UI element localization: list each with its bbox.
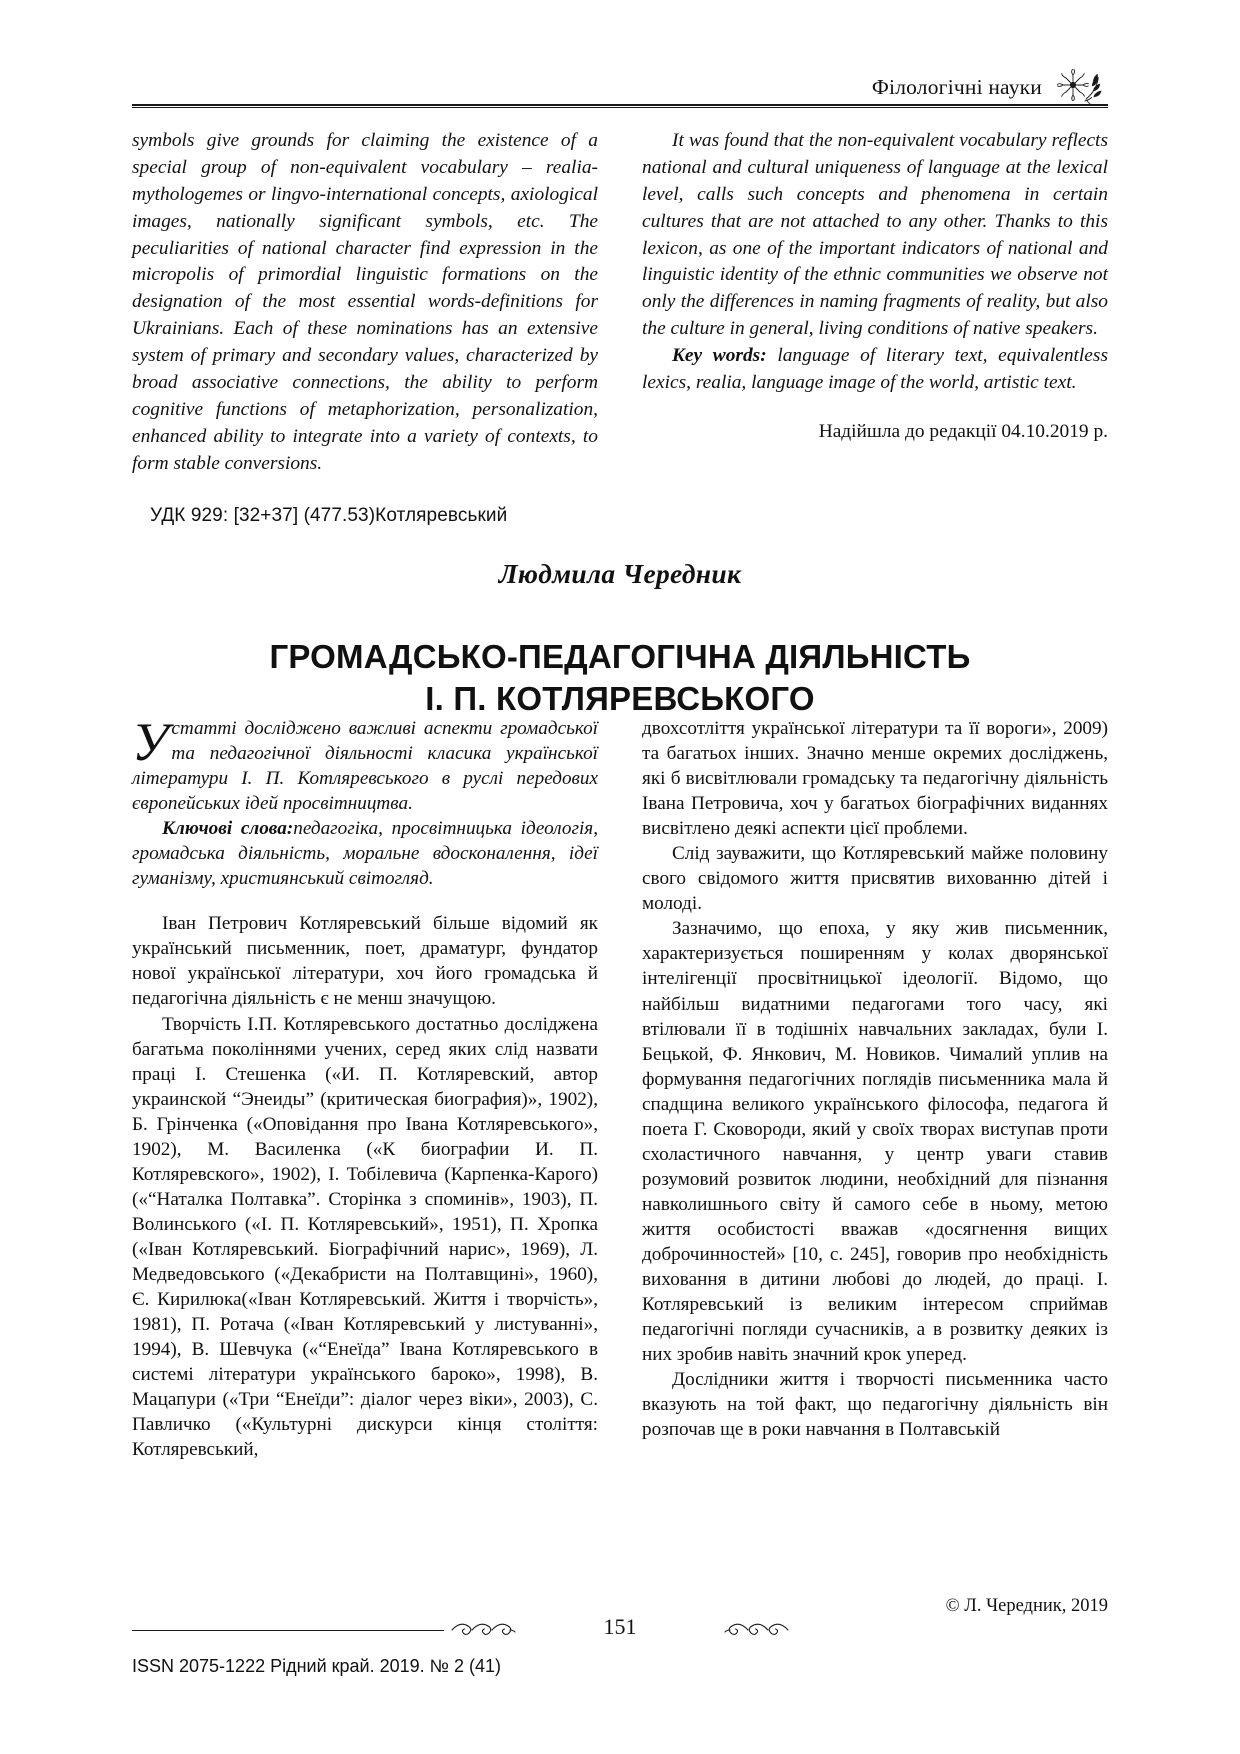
article-title [132,636,1108,720]
article-author: Людмила Чередник [498,558,742,589]
copyright-notice: © Л. Чередник, 2019 [945,1596,1108,1616]
drop-cap: У [132,712,169,772]
body-paragraph: Слід зауважити, що Котляревський майже половину свого свідомого життя присвятив вихованню дітей і молоді. [642,843,1108,915]
abstract-en-findings: It was found that the non-equivalent vocabulary reflects national and cultural uniqueness of language at the lexical level, calls such concepts and phenomena in certain cultures that are not attached to any other. Thanks to this lexicon, as one of the important indicators of national and linguistic identity of the ethnic communities we observe not only the differences in naming fragments of reality, but also the culture in general, living conditions of native speakers. [642,130,1108,340]
issn-line: ISSN 2075-1222 Рідний край. 2019. № 2 (41) [132,1656,501,1676]
floral-ornament-icon [1056,66,1108,106]
body-paragraph: Зазначимо, що епоха, у яку жив письменник, характеризується поширенням у колах дворянської інтелігенції просвітницької ідеології. Відомо, що найбільш видатними педагогами того часу, які втілювали її в тодішніх навчальних закладах, були І. Бецькой, Ф. Янкович, М. Новиков. Чималий уплив на формування педагогічних поглядів письменника мала й спадщина великого українського філософа, педагога й поета Г. Сковороди, який у своїх творах виступав проти схоластичного навчання, у центр уваги ставив розумовий розвиток людини, необхідний для пізнання навколишнього світу й самого себе в ньому, метою життя особистості вважав «досягнення вищих доброчинностей» [10, с. 245], говорив про необхідність виховання в дитини любові до людей, до праці. І. Котляревський із великим інтересом сприймав педагогічні погляди сучасників, а в розвитку деяких із них зробив навіть значний крок уперед. [642,918,1108,1366]
abstract-block [132,128,1108,477]
footer-rule-row [132,1596,1108,1646]
body-paragraph [642,716,1108,841]
article-title-line2: І. П. КОТЛЯРЕВСЬКОГО [425,680,815,718]
keywords-uk-label: Ключові слова: [162,818,294,840]
article-abstract-uk-text: статті досліджено важливі аспекти громадської та педагогічної діяльності класика української літератури І. П. Котляревського в руслі передових європейських ідей просвітництва. [132,718,598,815]
running-head-text: Філологічні науки [871,74,1042,99]
body-column-left [132,712,598,1462]
body-paragraph: Дослідники життя і творчості письменника часто вказують на той факт, що педагогічну діяльність він розпочав ще в роки навчання в Полтавській [642,1369,1108,1441]
page-number: 151 [603,1614,637,1639]
body-paragraph-part1: двохсотліття української літератури та її вороги», 2009) та багатьох інших. Значно менше окремих досліджень, які б висвітлювали громадську та педагогічну діяльність Івана Петровича, хоч у багатьох біографічних виданнях висвітлено деякі аспекти цієї проблеми. [642,718,1108,840]
abstract-en-continuation: symbols give grounds for claiming the existence of a special group of non-equivalent vocabulary – realia-mythologemes or lingvo-international concepts, axiological images, nationally significant symbols, etc. The peculiarities of national character find expression in the micropolis of primordial linguistic formations on the designation of the most essential words-definitions for Ukrainians. Each of these nominations has an extensive system of primary and secondary values, characterized by broad associative connections, the ability to perform cognitive functions of metaphorization, personalization, enhanced ability to integrate into a variety of contexts, to form stable conversions. [132,130,598,474]
article-title-line1: ГРОМАДСЬКО-ПЕДАГОГІЧНА ДІЯЛЬНІСТЬ [269,638,971,676]
keywords-uk [132,816,598,891]
abstract-column-left [132,128,598,477]
running-head [132,62,1108,98]
body-column-right [642,716,1108,1462]
body-paragraph: Іван Петрович Котляревський більше відомий як український письменник, поет, драматург, фундатор нової української літератури, хоч його громадська й педагогічна діяльність є не менш значущою. [132,913,598,1010]
keywords-en-label: Key words: [672,345,767,366]
keywords-en [642,343,1108,397]
article-abstract-uk [132,712,598,816]
keywords-uk-text: педагогіка, просвітницька ідеологія, громадська діяльність, моральне вдосконалення, ідеї гуманізму, християнський світогляд. [132,818,598,890]
page-footer [132,1596,1108,1676]
abstract-column-right [642,128,1108,477]
keywords-en-text: language of literary text, equivalentless lexics, realia, language image of the world, artistic text. [642,345,1108,393]
body-paragraph: Творчість І.П. Котляревського достатньо досліджена багатьма поколіннями учених, серед яких слід назвати праці І. Стешенка («И. П. Котляревский, автор украинской “Энеиды” (критическая биография)», 1902), Б. Грінченка («Оповідання про Івана Котляревського», 1902), М. Василенка («К биографии И. П. Котляревского», 1902), І. Тобілевича (Карпенка-Карого) («“Наталка Полтавка”. Сторінка з споминів», 1903), П. Волинського («І. П. Котляревський», 1951), П. Хропка («Іван Котляревський. Біографічний нарис», 1969), Л. Медведовського («Декабристи на Полтавщині», 1960), Є. Кирилюка(«Іван Котляревський. Життя і творчість», 1981), П. Ротача («Іван Котляревський у листуванні», 1994), В. Шевчука («“Енеїда” Івана Котляревського в системі літератури українського бароко», 1998), В. Мацапури («Три “Енеїди”: діалог через віки», 2003), С. Павличко («Культурні дискурси кінця століття: Котляревський, [132,1013,598,1461]
received-date: Надійшла до редакції 04.10.2019 р. [818,420,1108,442]
article-body [132,712,1108,1462]
udc-code: УДК 929: [32+37] (477.53)Котляревський [150,505,508,526]
header-divider-rule [132,104,1108,108]
